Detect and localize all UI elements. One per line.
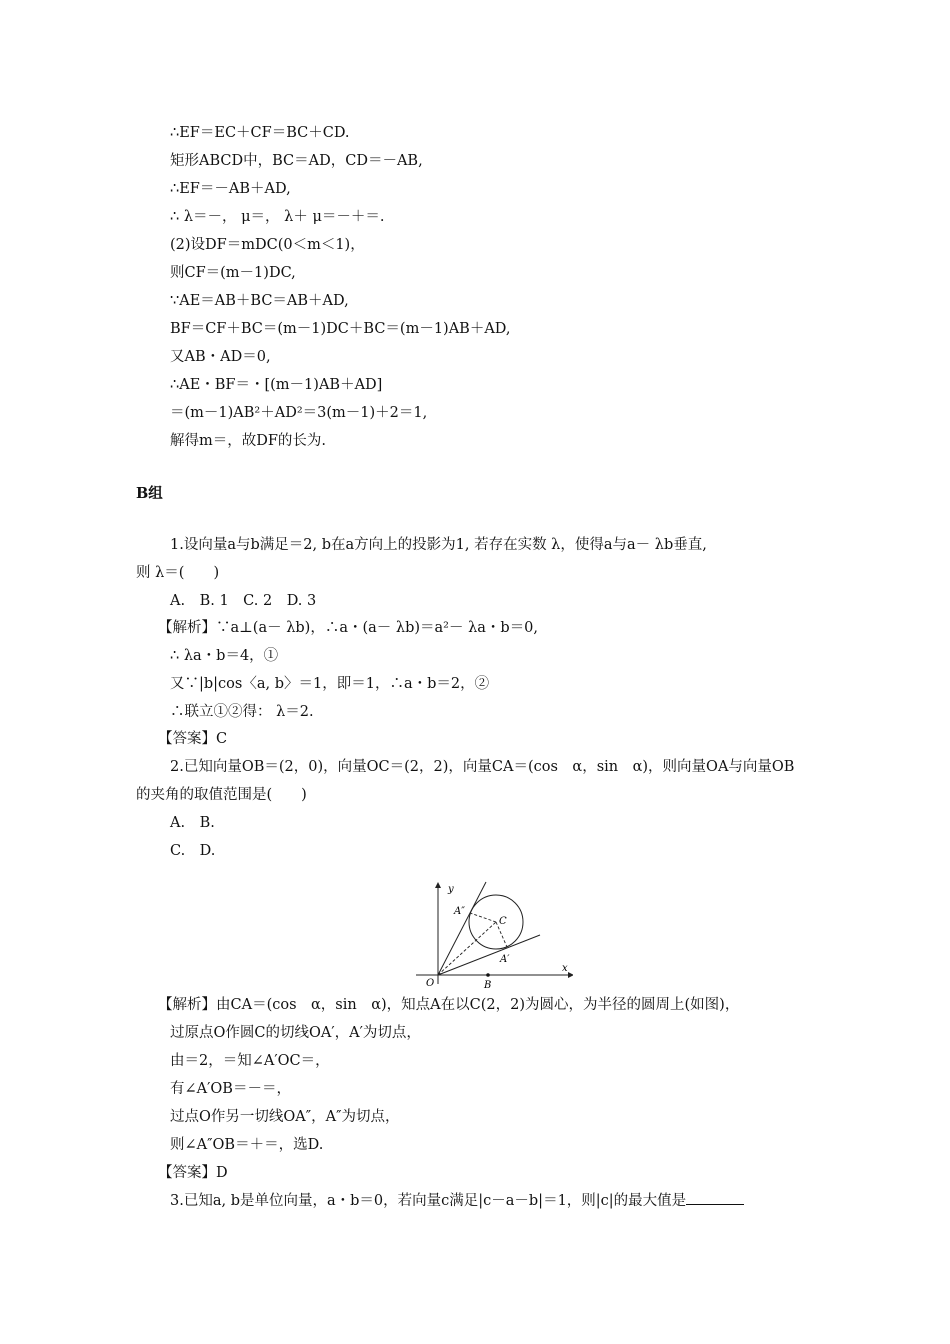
y-axis-label: y — [448, 884, 454, 895]
solution-line: (2)设DF＝mDC(0＜m＜1)， — [170, 237, 365, 253]
y-axis-arrow — [435, 882, 441, 888]
answer-line: 【答案】C — [158, 731, 228, 747]
geometry-figure — [408, 880, 573, 990]
x-axis-label: x — [562, 963, 568, 974]
solution-line: 过点O作另一切线OA″，A″为切点， — [170, 1109, 400, 1125]
segment-oc — [438, 922, 496, 975]
solution-line: 又∵|b|cos〈a, b〉＝1，即＝1，∴a・b＝2，② — [170, 676, 490, 692]
solution-line: ∴联立①②得： λ＝2. — [170, 704, 314, 720]
solution-line: 由＝2，＝知∠A′OC＝， — [170, 1053, 330, 1069]
question-stem-text: 3.已知a, b是单位向量，a・b＝0，若向量c满足|c－a－b|＝1，则|c|的最大值是 — [170, 1193, 687, 1209]
question-stem: 2.已知向量OB＝(2，0)，向量OC＝(2，2)，向量CA＝(cos α，sin α)，则向量OA与向量OB — [170, 759, 795, 775]
point-a-prime-label: A′ — [500, 954, 510, 965]
question-options: A. B. — [170, 815, 215, 831]
solution-line: 过原点O作圆C的切线OA′，A′为切点， — [170, 1025, 421, 1041]
solution-line: ∴ λa・b＝4，① — [170, 648, 279, 664]
radius-ca2 — [470, 913, 496, 922]
tangent-line-lower — [438, 935, 540, 975]
question-options: C. D. — [170, 843, 216, 859]
solution-line: 则∠A″OB＝＋＝，选D. — [170, 1137, 324, 1153]
question-options: A. B. 1 C. 2 D. 3 — [170, 593, 317, 609]
tangent-line-upper — [438, 882, 486, 975]
x-axis-arrow — [568, 972, 573, 978]
answer-line: 【答案】D — [158, 1165, 228, 1181]
point-b-label: B — [484, 980, 492, 990]
solution-line: ∴AE・BF＝・[(m－1)AB＋AD] — [170, 377, 383, 393]
solution-line: 则CF＝(m－1)DC, — [170, 265, 296, 281]
solution-line: 矩形ABCD中，BC＝AD，CD＝－AB, — [170, 153, 423, 169]
solution-line: 【解析】由CA＝(cos α，sin α)，知点A在以C(2，2)为圆心，为半径的圆周上(如图)， — [158, 997, 740, 1013]
origin-label: O — [426, 978, 435, 989]
point-c-label: C — [499, 916, 507, 927]
solution-line: 有∠A′OB＝－＝， — [170, 1081, 291, 1097]
solution-line: ＝(m－1)AB²＋AD²＝3(m－1)＋2＝1, — [170, 405, 428, 421]
question-stem: 则 λ＝( ) — [136, 565, 220, 581]
point-b — [486, 973, 490, 977]
solution-line: 【解析】∵a⊥(a－ λb)，∴a・(a－ λb)＝a²－ λa・b＝0, — [158, 620, 539, 636]
solution-line: ∴EF＝－AB＋AD, — [170, 181, 291, 197]
answer-blank — [686, 1190, 744, 1205]
question-stem: 1.设向量a与b满足＝2, b在a方向上的投影为1, 若存在实数 λ，使得a与a－ λb垂直, — [170, 537, 707, 553]
solution-line: ∴ λ＝－， μ＝， λ＋ μ＝－＋＝. — [170, 209, 385, 225]
question-stem: 的夹角的取值范围是( ) — [136, 787, 307, 803]
solution-line: BF＝CF＋BC＝(m－1)DC＋BC＝(m－1)AB＋AD, — [170, 321, 511, 337]
solution-line: 解得m＝，故DF的长为. — [170, 433, 327, 449]
solution-line: ∵AE＝AB＋BC＝AB＋AD, — [170, 293, 349, 309]
section-heading: B组 — [136, 485, 163, 502]
solution-line: ∴EF＝EC＋CF＝BC＋CD. — [170, 125, 350, 141]
question-stem — [170, 1190, 744, 1211]
point-a-double-prime-label: A″ — [454, 906, 465, 917]
solution-line: 又AB・AD＝0, — [170, 349, 271, 365]
